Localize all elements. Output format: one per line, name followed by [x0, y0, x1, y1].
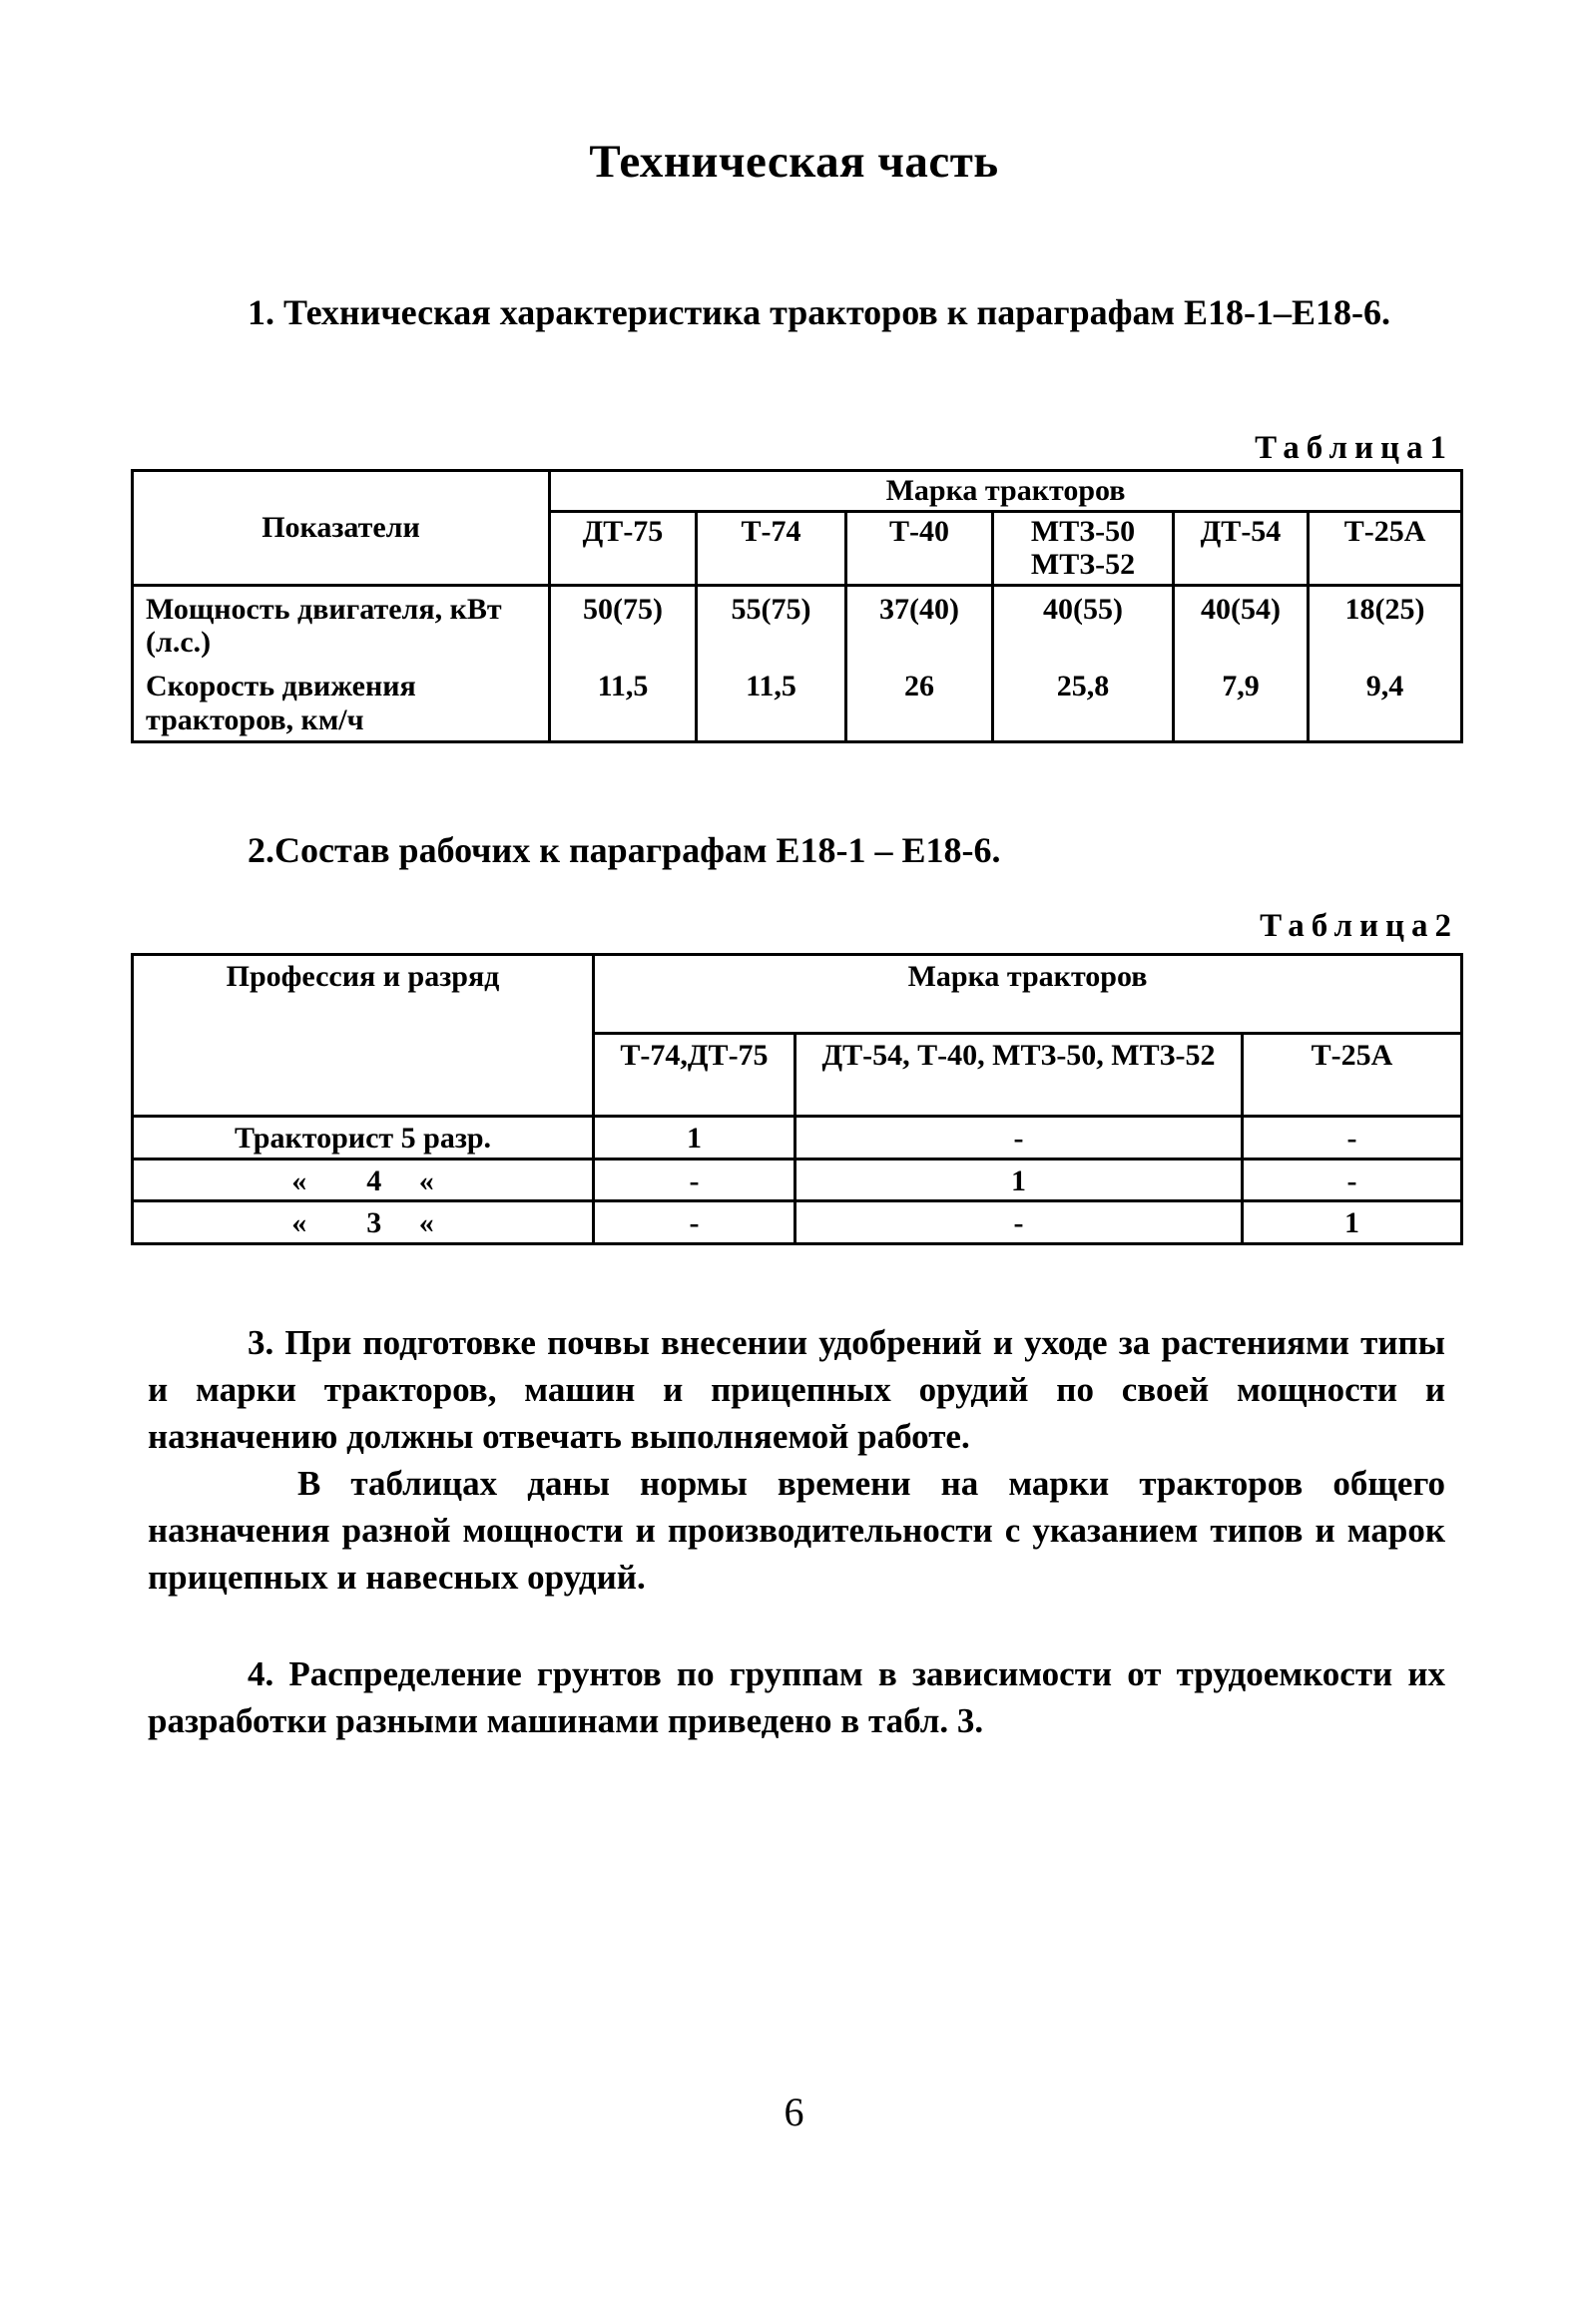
value-cell: 40(55): [993, 585, 1174, 664]
brand-header: Марка тракторов: [594, 955, 1462, 1034]
brand-group-cell: Т-25А: [1243, 1034, 1462, 1117]
brand-cell: МТЗ-50 МТЗ-52: [993, 511, 1174, 585]
value-cell: 1: [795, 1159, 1243, 1201]
section-2-heading: 2.Состав рабочих к параграфам Е18-1 – Е18-6.: [248, 830, 1001, 870]
value-cell: 55(75): [697, 585, 846, 664]
brand-cell: Т-40: [846, 511, 993, 585]
brand-group-cell: Т-74,ДТ-75: [594, 1034, 795, 1117]
value-cell: 26: [846, 664, 993, 742]
value-cell: 40(54): [1174, 585, 1309, 664]
page-number: 6: [784, 2090, 804, 2134]
table-row: [133, 1201, 1462, 1244]
value-cell: 7,9: [1174, 664, 1309, 742]
profession-cell: « 4 «: [133, 1159, 594, 1201]
row-label: Скорость движения тракторов, км/ч: [133, 664, 550, 742]
value-cell: -: [795, 1117, 1243, 1160]
brand-cell: Т-74: [697, 511, 846, 585]
profession-cell: « 3 «: [133, 1201, 594, 1244]
value-cell: -: [594, 1201, 795, 1244]
value-cell: 50(75): [550, 585, 697, 664]
table-row: [133, 1159, 1462, 1201]
table-row: [133, 585, 1462, 664]
brand-group-cell: ДТ-54, Т-40, МТЗ-50, МТЗ-52: [795, 1034, 1243, 1117]
paragraph-3: 3. При подготовке почвы внесении удобрений и уходе за растениями типы и марки тракторов, машин и прицепных орудий по своей мощности и назначению должны отвечать выполняемой работе.: [148, 1323, 1445, 1456]
section-1-heading: 1. Техническая характеристика тракторов к параграфам Е18-1–Е18-6.: [248, 292, 1391, 332]
value-cell: 9,4: [1309, 664, 1462, 742]
value-cell: 1: [594, 1117, 795, 1160]
table-row: [133, 1117, 1462, 1160]
value-cell: 11,5: [697, 664, 846, 742]
worker-composition-table: [131, 953, 1463, 1245]
value-cell: 37(40): [846, 585, 993, 664]
table-1-caption: Таблица1: [1255, 430, 1453, 466]
row-label: Мощность двигателя, кВт (л.с.): [133, 585, 550, 664]
indicators-header: Показатели: [133, 471, 550, 586]
value-cell: -: [594, 1159, 795, 1201]
value-cell: 25,8: [993, 664, 1174, 742]
table-2-caption: Таблица2: [1260, 908, 1458, 944]
value-cell: 11,5: [550, 664, 697, 742]
paragraph-3-continuation: В таблицах даны нормы времени на марки тракторов общего назначения разной мощности и производительности с указанием типов и марок прицепных и навесных орудий.: [148, 1464, 1445, 1597]
brand-cell: Т-25А: [1309, 511, 1462, 585]
value-cell: -: [795, 1201, 1243, 1244]
value-cell: 18(25): [1309, 585, 1462, 664]
page-title: Техническая часть: [589, 136, 999, 188]
profession-header: Профессия и разряд: [133, 955, 594, 1117]
value-cell: -: [1243, 1159, 1462, 1201]
paragraph-4: 4. Распределение грунтов по группам в зависимости от трудоемкости их разработки разными машинами приведено в табл. 3.: [148, 1654, 1445, 1740]
brand-cell: ДТ-54: [1174, 511, 1309, 585]
value-cell: -: [1243, 1117, 1462, 1160]
table-row: [133, 664, 1462, 742]
brand-header: Марка тракторов: [550, 471, 1462, 512]
brand-cell: ДТ-75: [550, 511, 697, 585]
value-cell: 1: [1243, 1201, 1462, 1244]
profession-cell: Тракторист 5 разр.: [133, 1117, 594, 1160]
tractor-specs-table: [131, 469, 1463, 743]
